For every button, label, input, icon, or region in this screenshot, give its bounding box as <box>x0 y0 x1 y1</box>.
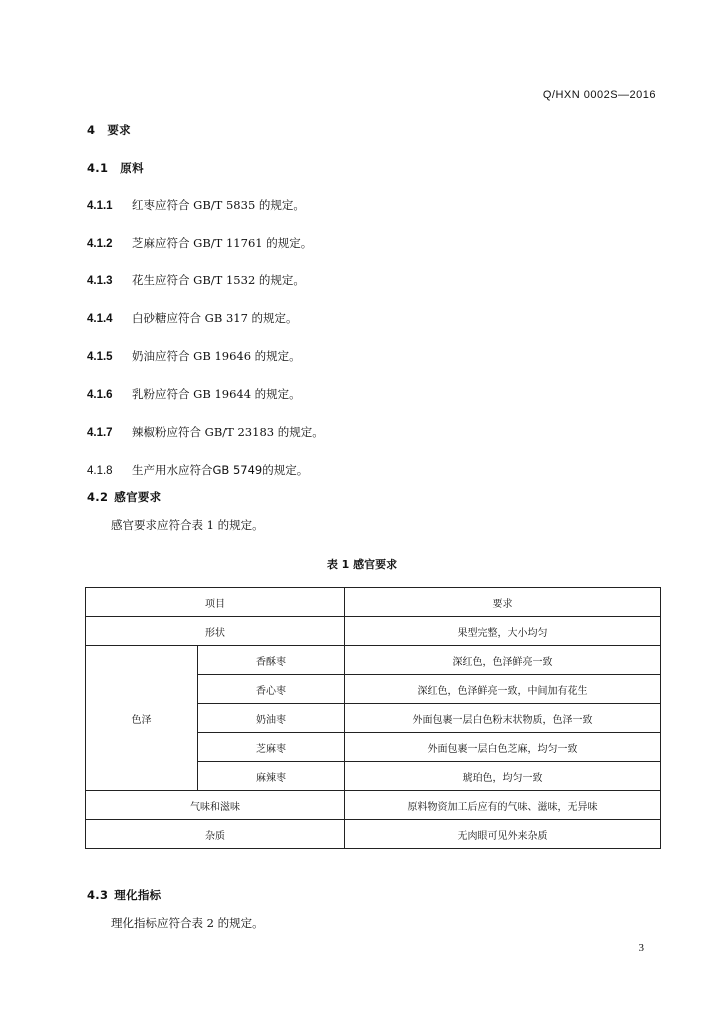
subsection-4-3-paragraph: 理化指标应符合表 2 的规定。 <box>111 916 264 930</box>
clause-text: 芝麻应符合 GB/T 11761 的规定。 <box>132 236 313 250</box>
variety-requirement: 外面包裹一层白色粉末状物质，色泽一致 <box>345 704 661 733</box>
clause-number: 4.1.5 <box>87 351 113 363</box>
variety-cell: 芝麻枣 <box>198 733 345 762</box>
variety-cell: 麻辣枣 <box>198 762 345 791</box>
clause-4-1-5 <box>87 348 301 364</box>
subsection-title: 原料 <box>120 161 144 175</box>
variety-requirement: 深红色，色泽鲜亮一致 <box>345 646 661 675</box>
clause-number: 4.1.1 <box>87 200 113 212</box>
subsection-title: 理化指标 <box>114 888 162 902</box>
variety-cell: 香心枣 <box>198 675 345 704</box>
clause-4-1-4 <box>87 310 298 326</box>
subsection-number: 4.1 <box>87 161 109 175</box>
clause-4-1-7 <box>87 424 324 440</box>
header-cell-requirement: 要求 <box>345 588 661 617</box>
subsection-4-2-paragraph: 感官要求应符合表 1 的规定。 <box>111 518 264 532</box>
clause-4-1-8 <box>87 462 308 478</box>
clause-text: 红枣应符合 GB/T 5835 的规定。 <box>132 198 305 212</box>
page-number: 3 <box>638 942 644 954</box>
row-label-color: 色泽 <box>86 646 198 791</box>
header-cell-item: 项目 <box>86 588 345 617</box>
row-requirement-impurity: 无肉眼可见外来杂质 <box>345 820 661 849</box>
table-row <box>86 617 661 646</box>
row-label-impurity: 杂质 <box>86 820 345 849</box>
row-requirement-taste: 原料物资加工后应有的气味、滋味，无异味 <box>345 791 661 820</box>
subsection-4-1-heading <box>87 160 144 176</box>
document-code: Q/HXN 0002S—2016 <box>542 89 656 101</box>
variety-requirement: 琥珀色，均匀一致 <box>345 762 661 791</box>
clause-text: 花生应符合 GB/T 1532 的规定。 <box>132 273 305 287</box>
table-row <box>86 646 661 675</box>
clause-4-1-1 <box>87 197 305 213</box>
clause-text: 辣椒粉应符合 GB/T 23183 的规定。 <box>132 425 324 439</box>
table-1-caption: 表 1 感官要求 <box>326 558 398 571</box>
clause-4-1-2 <box>87 235 312 251</box>
clause-number: 4.1.6 <box>87 389 113 401</box>
clause-4-1-3 <box>87 272 305 288</box>
variety-requirement: 外面包裹一层白色芝麻，均匀一致 <box>345 733 661 762</box>
section-4-heading <box>87 122 131 138</box>
clause-number: 4.1.8 <box>87 465 113 477</box>
clause-text: 乳粉应符合 GB 19644 的规定。 <box>132 387 301 401</box>
variety-cell: 香酥枣 <box>198 646 345 675</box>
clause-text: 白砂糖应符合 GB 317 的规定。 <box>132 311 298 325</box>
variety-requirement: 深红色，色泽鲜亮一致，中间加有花生 <box>345 675 661 704</box>
clause-number: 4.1.7 <box>87 427 113 439</box>
row-label-taste: 气味和滋味 <box>86 791 345 820</box>
subsection-4-3-heading <box>87 887 161 903</box>
subsection-number: 4.2 <box>87 490 109 504</box>
clause-text: 生产用水应符合GB 5749的规定。 <box>132 463 309 477</box>
table-row <box>86 791 661 820</box>
subsection-number: 4.3 <box>87 888 109 902</box>
clause-text: 奶油应符合 GB 19646 的规定。 <box>132 349 301 363</box>
clause-number: 4.1.4 <box>87 313 113 325</box>
table-row <box>86 820 661 849</box>
table-header-row <box>86 588 661 617</box>
subsection-4-2-heading <box>87 489 161 505</box>
row-label-shape: 形状 <box>86 617 345 646</box>
row-requirement-shape: 果型完整，大小均匀 <box>345 617 661 646</box>
clause-number: 4.1.2 <box>87 238 113 250</box>
section-number: 4 <box>87 123 96 137</box>
section-title: 要求 <box>107 123 131 137</box>
sensory-requirements-table <box>85 587 661 849</box>
clause-4-1-6 <box>87 386 301 402</box>
subsection-title: 感官要求 <box>114 490 162 504</box>
clause-number: 4.1.3 <box>87 275 113 287</box>
variety-cell: 奶油枣 <box>198 704 345 733</box>
